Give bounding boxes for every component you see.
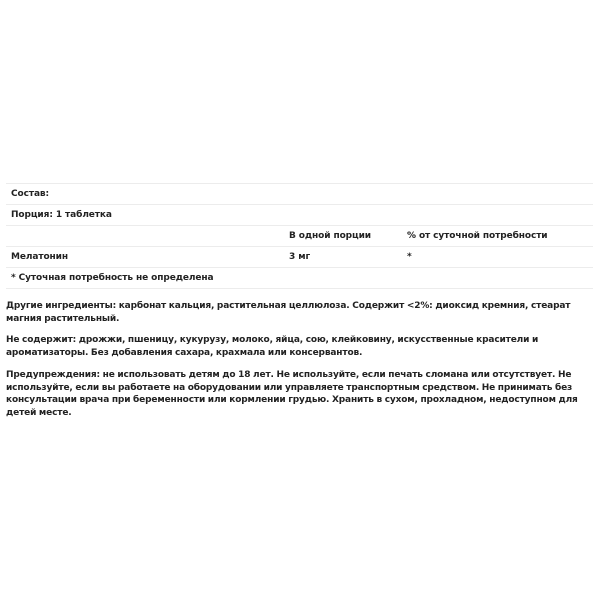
header-row [6,226,593,247]
ingredient-daily-value: * [402,247,593,268]
footnote: * Суточная потребность не определена [6,268,593,289]
supplement-facts [6,183,593,289]
header-daily-value: % от суточной потребности [402,226,593,247]
supplement-facts-table [6,183,593,289]
other-ingredients: Другие ингредиенты: карбонат кальция, растительная целлюлоза. Содержит <2%: диоксид кремния, стеарат магния растительный. [6,301,571,324]
header-amount: В одной порции [284,226,402,247]
facts-title: Состав: [6,184,593,205]
serving-size-row [6,205,593,226]
header-name [6,226,284,247]
does-not-contain: Не содержит: дрожжи, пшеницу, кукурузу, молоко, яйца, сою, клейковину, искусственные красители и ароматизаторы. Без добавления сахара, крахмала или консервантов. [6,335,539,358]
ingredient-amount: 3 мг [284,247,402,268]
warnings: Предупреждения: не использовать детям до 18 лет. Не используйте, если печать сломана или отсутствует. Не используйте, если вы работаете на оборудовании или управляете транспортным средством. Не принимать без консультации врача при беременности или кормлении грудью. Хранить в сухом, прохладном, недоступном для детей месте. [6,370,578,418]
serving-size: Порция: 1 таблетка [6,205,593,226]
title-row [6,184,593,205]
footnote-row [6,268,593,289]
ingredient-name: Мелатонин [6,247,284,268]
table-row [6,247,593,268]
